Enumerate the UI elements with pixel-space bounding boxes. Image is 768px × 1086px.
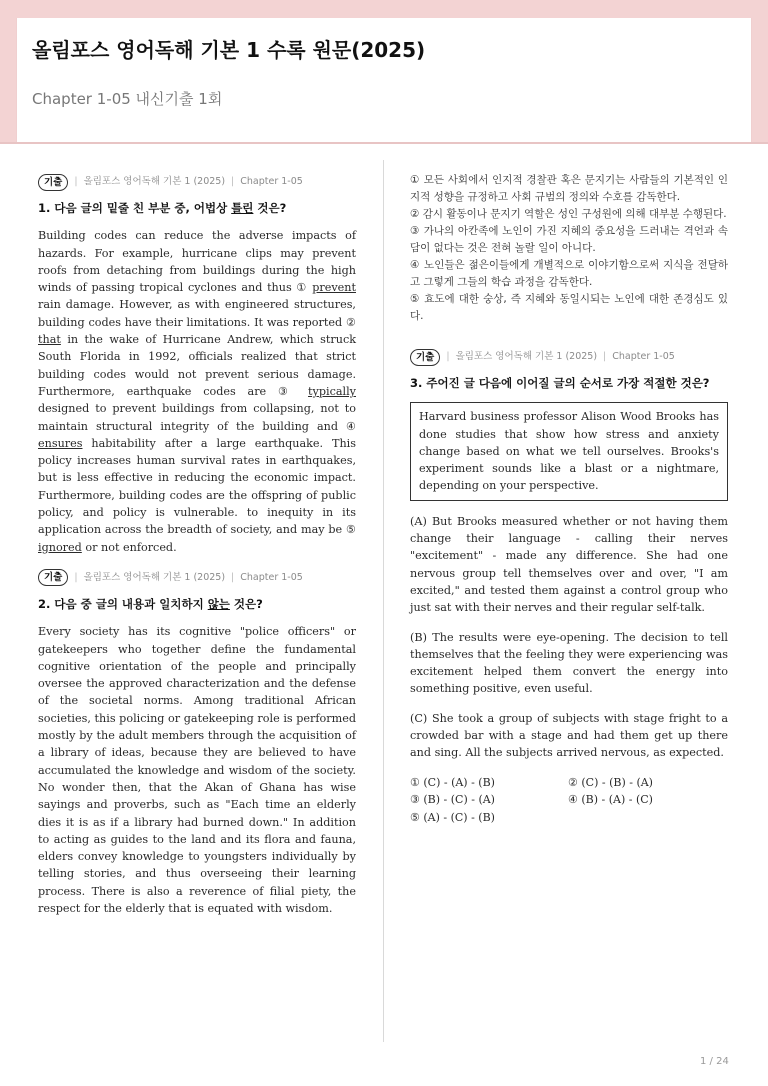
passage-text: habitability after a large earthquake. This policy increases human survival rates in earthquakes, but is less effective in reducing the economic impact. Furthermore, building codes are the offspring of public policy, and policy is vulnerable. to inequity in its application across the breadth of society, and may be ⑤ — [38, 436, 356, 537]
answer-choice-3[interactable]: ③ (B) - (C) - (A) — [410, 793, 495, 807]
question-2-meta — [38, 568, 356, 588]
paragraph-b: (B) The results were eye-opening. The decision to tell themselves that the feeling they were experiencing was excitement helped them convert the energy into something positive, even useful. — [410, 630, 728, 696]
passage-text: designed to prevent buildings from collapsing, not to maintain structural integrity of the building and ④ — [38, 402, 356, 433]
chapter-label: Chapter 1-05 — [240, 176, 303, 188]
header-divider — [0, 142, 768, 144]
title-emphasis: 틀린 — [231, 201, 254, 215]
given-passage-box: Harvard business professor Alison Wood Brooks has done studies that show how stress and anxiety change based on what we tell ourselves. Brooks's experiment sounds like a blast or a nightmare, depending on your perspective. — [410, 402, 728, 500]
page-title: 올림포스 영어독해 기본 1 수록 원문(2025) — [32, 38, 426, 62]
underlined-word: ensures — [38, 436, 83, 450]
passage-text: rain damage. However, as with engineered structures, building codes have their limitations. It was reported ② — [38, 298, 356, 329]
page-number: 1 / 24 — [700, 1056, 729, 1067]
underlined-word: ignored — [38, 540, 82, 554]
underlined-word: prevent — [312, 281, 356, 295]
title-text: 1. 다음 글의 밑줄 친 부분 중, 어법상 — [38, 201, 232, 215]
question-3-title: 3. 주어진 글 다음에 이어질 글의 순서로 가장 적절한 것은? — [410, 376, 710, 390]
title-text: 2. 다음 중 글의 내용과 일치하지 — [38, 596, 208, 611]
passage-text: or not enforced. — [81, 540, 177, 554]
passage-text: Building codes can reduce the adverse impacts of hazards. For example, hurricane clips may prevent roofs from detaching from buildings during the high winds of passing tropical cyclones and thus ① — [38, 229, 356, 295]
option-2[interactable]: ② 감시 활동이나 문지기 역할은 성인 구성원에 의해 대부분 수행된다. — [410, 208, 727, 220]
underlined-word: typically — [308, 384, 356, 398]
chapter-label: Chapter 1-05 — [240, 572, 303, 584]
source-label: 올림포스 영어독해 기본 1 (2025) — [455, 351, 598, 363]
option-4[interactable]: ④ 노인들은 젊은이들에게 개별적으로 이야기함으로써 지식을 전달하고 그렇게 그들의 학습 과정을 감독한다. — [410, 259, 728, 288]
meta-separator: | — [231, 572, 235, 584]
answer-choice-1[interactable]: ① (C) - (A) - (B) — [410, 775, 495, 789]
chapter-label: Chapter 1-05 — [612, 351, 675, 363]
header-right-band — [752, 18, 768, 142]
header-left-band — [0, 18, 16, 142]
answer-choice-4[interactable]: ④ (B) - (A) - (C) — [568, 793, 653, 807]
header-top-strip — [0, 0, 768, 18]
source-label: 올림포스 영어독해 기본 1 (2025) — [83, 176, 226, 188]
source-label: 올림포스 영어독해 기본 1 (2025) — [83, 572, 226, 584]
option-1[interactable]: ① 모든 사회에서 인지적 경찰관 혹은 문지기는 사람들의 기본적인 인지적 성향을 규정하고 사회 규범의 정의와 수호를 감독한다. — [410, 174, 728, 203]
exam-tag: 기출 — [410, 349, 440, 366]
page-subtitle: Chapter 1-05 내신기출 1회 — [32, 90, 223, 108]
answer-choices — [410, 774, 728, 827]
question-2 — [38, 568, 356, 917]
question-3 — [410, 347, 728, 826]
title-text: 것은? — [229, 596, 263, 611]
underlined-word: that — [38, 333, 61, 347]
question-2-options — [410, 172, 728, 325]
answer-choice-5[interactable]: ⑤ (A) - (C) - (B) — [410, 810, 495, 824]
question-3-meta — [410, 347, 728, 367]
exam-tag: 기출 — [38, 174, 68, 191]
paragraph-c: (C) She took a group of subjects with stage fright to a crowded bar with a stage and had them get up there and sing. All the subjects arrived nervous, as expected. — [410, 711, 728, 760]
question-1-title — [38, 200, 356, 217]
option-5[interactable]: ⑤ 효도에 대한 숭상, 즉 지혜와 동일시되는 노인에 대한 존경심도 있다. — [410, 293, 728, 322]
meta-separator: | — [74, 572, 78, 584]
exam-tag: 기출 — [38, 569, 68, 586]
option-3[interactable]: ③ 가나의 아칸족에 노인이 가진 지혜의 중요성을 드러내는 격언과 속담이 없다는 것은 전혀 놀랄 일이 아니다. — [410, 225, 728, 254]
question-1-meta — [38, 172, 356, 192]
meta-separator: | — [446, 351, 450, 363]
title-emphasis: 않는 — [207, 596, 230, 611]
meta-separator: | — [603, 351, 607, 363]
question-1-passage — [38, 227, 356, 556]
question-2-passage: Every society has its cognitive "police officers" or gatekeepers who together define the fundamental cognitive orientation of the people and principally oversee the approved characterization and the defense of the societal norms. Among traditional African societies, this policing or gatekeeping role is performed mostly by the adult members through the acquisition of a library of ideas, because they are believed to have accumulated the knowledge and wisdom of the society. No wonder then, that the Akan of Ghana has wise sayings and proverbs, such as "Each time an elderly dies it is as if a library had burned down." In addition to acting as guides to the land and its flora and fauna, elders convey knowledge to youngsters individually by telling stories, and thus overseeing their learning process. There is also a reverence of filial piety, the respect for the elderly that is equated with wisdom. — [38, 625, 356, 915]
meta-separator: | — [74, 176, 78, 188]
left-column — [38, 172, 356, 929]
passage-text: in the wake of Hurricane Andrew, which struck South Florida in 1992, officials realized that strict building codes would not prevent serious damage. Furthermore, earthquake codes are ③ — [38, 333, 356, 398]
question-1 — [38, 172, 356, 556]
meta-separator: | — [231, 176, 235, 188]
paragraph-a: (A) But Brooks measured whether or not having them change their language - calling their nerves "excitement" - made any difference. She had one nervous group tell themselves over and over, "I am excited," and tested them against a control group who just sat with their nerves and their regular self-talk. — [410, 514, 728, 615]
answer-choice-2[interactable]: ② (C) - (B) - (A) — [568, 775, 653, 789]
title-text: 것은? — [253, 201, 287, 215]
right-column — [410, 172, 728, 838]
question-2-title — [38, 596, 356, 613]
column-divider — [383, 160, 384, 1042]
